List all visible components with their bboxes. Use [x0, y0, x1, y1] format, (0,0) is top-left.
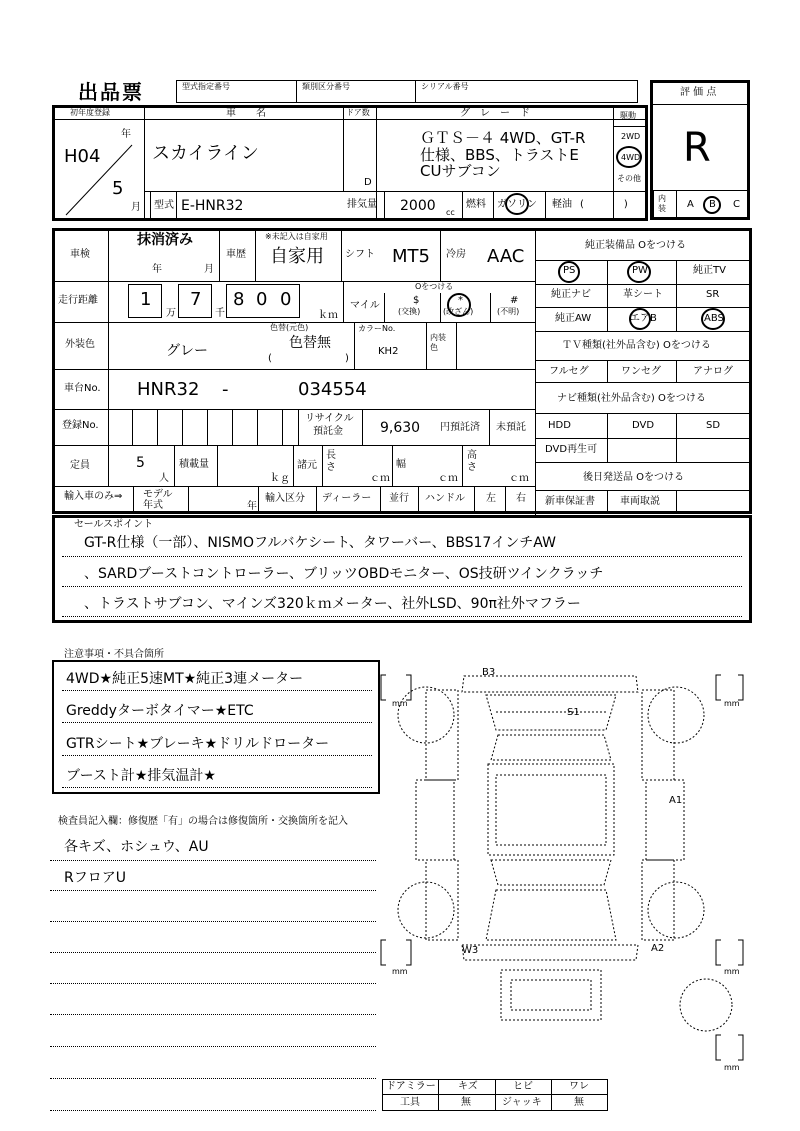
interior-color-label: 内装色	[430, 333, 446, 353]
dims-length-cm: ｃｍ	[370, 473, 390, 484]
grade-line-1: ＧＴＳ－４ 4WD、GT-R	[420, 129, 586, 147]
car-name-label: 車 名	[226, 108, 266, 119]
exterior-value: グレー	[166, 343, 208, 359]
chassis-label: 車台No.	[64, 383, 101, 394]
diagram-mm-5: mm	[724, 1063, 740, 1072]
nav-hdd: HDD	[548, 420, 571, 431]
capacity-label: 定員	[70, 460, 90, 471]
recycle-unit: 円預託済	[440, 422, 480, 433]
nav-header: ナビ種類(社外品含む) Oをつける	[557, 393, 706, 404]
bottom-r2-c2: 無	[461, 1097, 471, 1108]
color-no-label: カラーNo.	[358, 324, 396, 333]
bottom-r1-c1: ドアミラー	[386, 1081, 436, 1092]
chassis-value-2: 034554	[298, 379, 367, 400]
model-label: 型式	[154, 200, 174, 211]
import-left: 左	[486, 493, 496, 504]
mileage-km: ｋｍ	[318, 310, 338, 321]
diagram-mark-s1: S1	[567, 707, 580, 718]
tv-fullseg: フルセグ	[549, 366, 589, 377]
drive-2wd: 2WD	[621, 132, 641, 141]
bottom-r1-c2: キズ	[458, 1081, 478, 1092]
inspection-year-unit: 年	[152, 264, 162, 275]
inspector-line-1: 各キズ、ホシュウ、AU	[64, 839, 209, 855]
dims-width-cm: ｃｍ	[438, 473, 458, 484]
interior-a: A	[687, 199, 694, 210]
equipment-sr: SR	[706, 289, 720, 300]
grade-label: グ レ ー ド	[460, 108, 530, 119]
diagram-mm-3: mm	[392, 967, 408, 976]
load-label: 積載量	[179, 459, 209, 470]
notes-line-3: GTRシート★ブレーキ★ドリルドローター	[66, 736, 330, 752]
mileage-tampered-circle	[447, 293, 471, 317]
cooler-label: 冷房	[446, 249, 466, 260]
inspection-label: 車検	[70, 249, 90, 260]
mileage-digit-5: 0	[280, 289, 292, 310]
nav-dvd-play: DVD再生可	[545, 444, 598, 455]
exterior-label: 外装色	[65, 339, 95, 350]
first-reg-month-unit: 月	[131, 202, 141, 213]
mileage-tampered-symbol: *	[458, 295, 463, 306]
fuel-gasoline: ガソリン	[497, 199, 537, 210]
diagram-mark-b3: B3	[482, 667, 496, 678]
class-number-label: 類別区分番号	[302, 82, 350, 91]
inspector-line-2: RフロアU	[64, 870, 126, 886]
inspector-label: 検査員記入欄：修復歴「有」の場合は修復箇所・交換箇所を記入	[58, 816, 348, 827]
history-value: 自家用	[270, 246, 324, 267]
equipment-aw: 純正AW	[555, 313, 592, 324]
first-reg-label: 初年度登録	[70, 108, 110, 117]
car-name-value: スカイライン	[152, 143, 259, 164]
repaint-label: 色替(元色)	[270, 323, 309, 332]
sales-point-line-3: 、トラストサブコン、マインズ320ｋｍメーター、社外LSD、90π社外マフラー	[84, 596, 581, 612]
dims-label: 諸元	[297, 460, 317, 471]
doors-label: ドア数	[346, 108, 370, 117]
type-approval-label: 型式指定番号	[182, 82, 230, 91]
cooler-value: AAC	[487, 246, 525, 267]
equipment-abs-circle	[701, 308, 725, 330]
sales-point-line-1: GT-R仕様（一部）、NISMOフルバケシート、タワーバー、BBS17インチAW	[84, 535, 556, 551]
mileage-digit-4: 0	[256, 289, 268, 310]
serial-label: シリアル番号	[421, 82, 469, 91]
recycle-value: 9,630	[380, 420, 421, 436]
first-reg-era-year: H04	[64, 146, 101, 167]
chassis-dash: -	[222, 379, 229, 400]
tv-oneseg: ワンセグ	[621, 366, 661, 377]
first-reg-slash	[60, 140, 140, 220]
after-docs-warranty: 新車保証書	[545, 496, 595, 507]
import-year-unit: 年	[247, 501, 257, 512]
interior-label: 内装	[658, 194, 666, 213]
import-handle: ハンドル	[425, 493, 465, 504]
mileage-unknown: (不明)	[497, 307, 520, 316]
rating-label: 評 価 点	[680, 87, 717, 98]
diagram-mark-w3: W3	[462, 945, 479, 956]
registration-label: 登録No.	[62, 420, 99, 431]
mileage-digit-3: 8	[233, 289, 245, 310]
rating-value: R	[683, 125, 711, 171]
equipment-ps-circle	[558, 261, 580, 283]
drive-other: その他	[617, 174, 641, 183]
capacity-value: 5	[136, 455, 145, 471]
equipment-navi: 純正ナビ	[551, 289, 591, 300]
equipment-airbag: エアB	[630, 313, 657, 324]
diagram-mm-1: mm	[392, 699, 408, 708]
grade-line-3: CUサブコン	[420, 162, 501, 180]
diagram-mark-a1: A1	[669, 795, 683, 806]
drive-label: 駆動	[620, 111, 636, 120]
doors-value: D	[364, 177, 372, 188]
interior-c: C	[733, 199, 740, 210]
displacement-value: 2000	[400, 198, 436, 214]
shift-label: シフト	[345, 249, 375, 260]
drive-4wd-circle	[616, 146, 642, 168]
recycle-label-1: リサイクル	[305, 413, 354, 424]
bottom-r2-c4: 無	[574, 1097, 584, 1108]
mileage-tampered: (改ざん)	[443, 307, 474, 316]
tv-analog: アナログ	[693, 366, 733, 377]
repaint-value: 色替無	[289, 335, 331, 351]
history-label: 車歴	[226, 249, 246, 260]
header-code-boxes	[176, 80, 638, 103]
interior-b-circle	[703, 196, 721, 214]
history-note: ※未記入は自家用	[265, 232, 328, 241]
notes-label: 注意事項・不具合箇所	[64, 649, 164, 660]
model-value: E-HNR32	[181, 198, 244, 214]
mileage-digit-2: 7	[190, 289, 202, 310]
diagram-mm-2: mm	[724, 699, 740, 708]
first-reg-month: 5	[112, 178, 124, 199]
equipment-pw-circle	[627, 261, 651, 283]
displacement-label: 排気量	[347, 199, 377, 210]
mileage-label: 走行距離	[58, 295, 98, 306]
equipment-ps: PS	[563, 265, 576, 276]
import-model-year: モデル年式	[143, 489, 173, 511]
shift-value: MT5	[392, 246, 430, 267]
mileage-digit-1: 1	[140, 289, 152, 310]
equipment-airbag-circle	[629, 308, 651, 330]
mileage-sen: 千	[215, 308, 225, 319]
form-title: 出品票	[78, 80, 144, 104]
import-parallel: 並行	[389, 493, 409, 504]
import-dealer: ディーラー	[322, 493, 372, 504]
fuel-diesel: 軽油	[552, 199, 572, 210]
bottom-r2-c3: ジャッキ	[502, 1097, 542, 1108]
repaint-paren-left: (	[268, 353, 272, 364]
equipment-abs: ABS	[704, 313, 724, 324]
tv-header: ＴＶ種類(社外品含む) Oをつける	[562, 340, 711, 351]
dims-length: 長さ	[326, 450, 336, 473]
nav-dvd: DVD	[632, 420, 655, 431]
fuel-gasoline-circle	[505, 193, 529, 215]
dims-height: 高さ	[467, 450, 477, 473]
drive-4wd: 4WD	[621, 153, 641, 162]
notes-line-4: ブースト計★排気温計★	[66, 768, 216, 784]
interior-b: B	[709, 199, 716, 210]
load-unit: ｋｇ	[270, 473, 290, 484]
notes-line-2: Greddyターボタイマー★ETC	[66, 703, 254, 719]
first-reg-year-unit: 年	[121, 129, 131, 140]
equipment-header: 純正装備品 Oをつける	[585, 240, 687, 251]
recycle-unpaid: 未預託	[496, 422, 526, 433]
import-class-label: 輸入区分	[265, 493, 305, 504]
import-right: 右	[516, 493, 526, 504]
diagram-mark-a2: A2	[651, 943, 665, 954]
mileage-swap-symbol: $	[413, 295, 420, 306]
inspection-month-unit: 月	[204, 264, 214, 275]
dims-height-cm: ｃｍ	[509, 473, 529, 484]
after-docs-header: 後日発送品 Oをつける	[583, 472, 685, 483]
bottom-r1-c4: ワレ	[569, 1081, 589, 1092]
repaint-paren-right: )	[345, 353, 349, 364]
grade-line-2: 仕様、BBS、トラストE	[420, 146, 579, 164]
color-no-value: KH2	[378, 346, 399, 357]
car-damage-diagram	[376, 640, 766, 1080]
mileage-swap: (交換)	[398, 307, 421, 316]
capacity-unit: 人	[159, 473, 169, 484]
mileage-man: 万	[166, 308, 176, 319]
equipment-tv: 純正TV	[693, 265, 726, 276]
inspection-value: 抹消済み	[137, 232, 193, 248]
bottom-r1-c3: ヒビ	[513, 1081, 533, 1092]
dims-width: 幅	[396, 459, 406, 470]
notes-line-1: 4WD★純正5速MT★純正3連メーター	[66, 671, 304, 687]
fuel-paren: ( )	[580, 199, 628, 210]
diagram-mm-4: mm	[724, 967, 740, 976]
sales-points-label: セールスポイント	[74, 519, 154, 530]
recycle-label-2: 預託金	[313, 426, 343, 437]
displacement-unit: cc	[446, 208, 455, 217]
mileage-unknown-symbol: #	[510, 295, 519, 306]
after-docs-manual: 車両取説	[620, 496, 660, 507]
mileage-mile: マイル	[350, 300, 380, 311]
fuel-label: 燃料	[466, 199, 486, 210]
nav-sd: SD	[706, 420, 721, 431]
bottom-r2-c1: 工具	[400, 1097, 420, 1108]
equipment-pw: PW	[632, 265, 648, 276]
import-label: 輸入車のみ⇒	[64, 491, 123, 502]
chassis-value-1: HNR32	[137, 379, 200, 400]
sales-point-line-2: 、SARDブーストコントローラー、ブリッツOBDモニター、OS技研ツインクラッチ	[84, 566, 604, 582]
equipment-leather: 革シート	[623, 289, 663, 300]
mileage-circle-note: Oをつける	[415, 282, 454, 291]
